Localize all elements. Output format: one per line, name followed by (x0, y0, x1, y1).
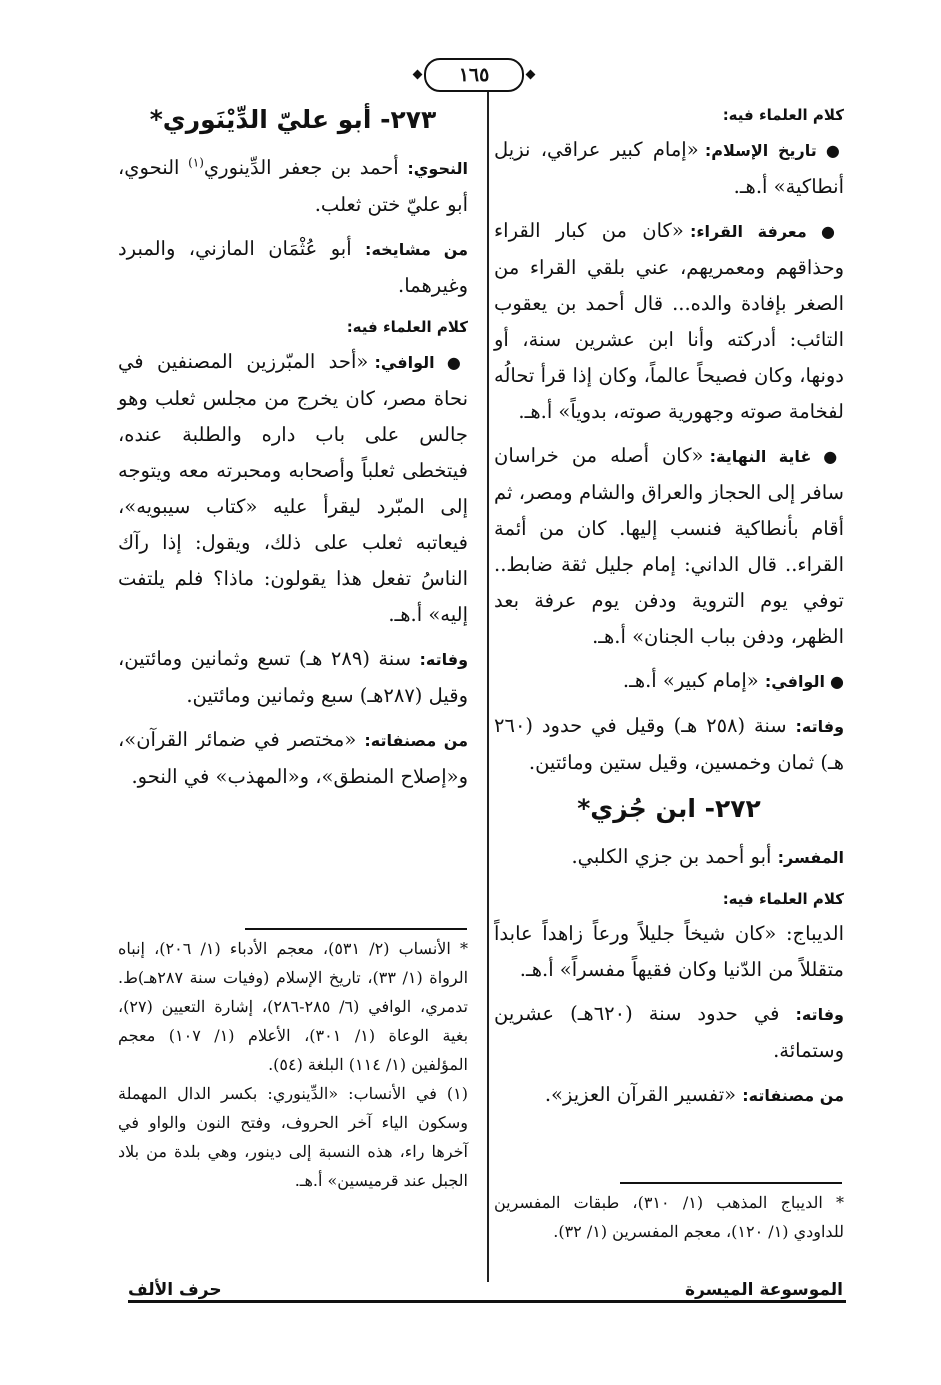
paragraph-label: الوافي: (764, 672, 825, 691)
right-column (494, 100, 844, 1122)
bullet-icon: ● (434, 353, 468, 372)
paragraph-label: من مصنفاته: (742, 1086, 844, 1105)
paragraph-label: المفسر: (777, 848, 844, 867)
paragraph-label: تاريخ الإسلام: (704, 141, 817, 160)
footer-section: حرف الألف (124, 1280, 226, 1300)
paragraph-label: النحوي: (407, 159, 468, 178)
paragraph-nahwi (118, 150, 468, 223)
paragraph-text: سنة (٢٨٩ هـ) تسع وثمانين ومائتين، وقيل (٢٨٧هـ) سبع وثمانين ومائتين. (118, 647, 468, 707)
paragraph-text: «مختصر في ضمائر القرآن»، و«إصلاح المنطق»، و«المهذب» في النحو. (118, 728, 468, 788)
footnote-text: * الأنساب (٢/ ٥٣١)، معجم الأدباء (١/ ٢٠٦)، إنباه الرواة (١/ ٣٣)، تاريخ الإسلام (وفيات سنة ٢٨٧هـ)ط. تدمري، الوافي (٦/ ٢٨٥-٢٨٦)، إشارة التعيين (٢٧)، بغية الوعاة (١/ ٣٠١)، الأعلام (١/ ١٠٧) معجم المؤلفين (١/ ١١٤) البلغة (٥٤). (118, 939, 469, 1074)
paragraph-label: وفاته: (795, 1005, 844, 1024)
paragraph-text: أبو عُثْمَان المازني، والمبرد وغيرهما. (118, 237, 468, 297)
paragraph-text: أحمد بن جعفر الدِّينوري (203, 156, 408, 179)
paragraph-label: الوافي: (374, 353, 435, 372)
entry-title-273: ٢٧٣- أبو عليّ الدِّيْنَوري* (149, 105, 437, 134)
paragraph-text: «إمام كبير عراقي، نزيل أنطاكية» أ.هـ. (494, 138, 844, 198)
paragraph-label: من مصنفاته: (364, 731, 468, 750)
column-divider (487, 92, 489, 1282)
paragraph-label: وفاته: (795, 717, 845, 736)
bullet-icon: ● (811, 447, 845, 466)
paragraph-text: «كان أصله من خراسان سافر إلى الحجاز والعراق والشام ومصر، ثم أقام بأنطاكية فنسب إليها. كان من أئمة القراء.. قال الداني: إمام جليل ثقة ضابط.. توفي يوم التروية ودفن يوم عرفة بعد الظهر، ودفن بباب الجنان» أ.هـ. (494, 444, 844, 648)
footer-title: الموسوعة الميسرة (681, 1280, 847, 1300)
paragraph-marifa (494, 213, 844, 430)
paragraph-ghaya (494, 438, 844, 655)
footnote-text: * الديباج المذهب (١/ ٣١٠)، طبقات المفسرين للداودي (١/ ١٢٠)، معجم المفسرين (١/ ٣٢). (494, 1193, 844, 1241)
paragraph-death (118, 641, 468, 714)
footnote-right (494, 1188, 844, 1246)
paragraph-label: من مشايخه: (365, 240, 468, 259)
paragraph-works (118, 722, 468, 795)
page-number: ١٦٥ (424, 58, 524, 92)
paragraph-tarikh (494, 132, 844, 205)
paragraph-death (494, 996, 844, 1069)
paragraph-dibaj: الديباج: «كان شيخاً جليلاً ورعاً زاهداً عابداً متقللاً من الدّنيا وكان فقيهاً مفسراً» أ.هـ. (494, 922, 844, 981)
paragraph-wafi (494, 663, 844, 700)
left-column (118, 100, 468, 803)
paragraph-wafi (118, 344, 468, 633)
paragraph-text: أبو أحمد بن جزي الكلبي. (571, 845, 778, 868)
entry-title-272: ٢٧٢- ابن جُزي* (577, 794, 761, 823)
paragraph-mufassir (494, 839, 844, 876)
bullet-icon: ● (806, 222, 845, 241)
footnote-rule (620, 1182, 842, 1184)
paragraph-label: غاية النهاية: (709, 447, 812, 466)
footnotes-left (118, 934, 468, 1195)
paragraph-death (494, 708, 844, 781)
paragraph-text: «كان من كبار القراء وحذاقهم ومعمريهم، عني بلقي القراء من الصغر بإفادة والده... قال أحمد بن يعقوب التائب: أدركته وأنا ابن عشرين سنة، أو دونها، وكان فصيحاً عالماً، وكان إذا قرأ تحالُه لفخامة صوته وجهورية صوته، بدوياً» أ.هـ. (494, 219, 844, 423)
section-heading: كلام العلماء فيه: (346, 318, 468, 336)
footnote-text: (١) في الأنساب: «الدِّينوري: بكسر الدال المهملة وسكون الياء آخر الحروف، وفتح النون والواو في آخرها راء، هذه النسبة إلى دينور، وهي بلدة من بلاد الجبل عند قرميسين» أ.هـ. (118, 1084, 468, 1190)
bullet-icon: ● (816, 141, 845, 160)
paragraph-text: «أحد المبّرزين المصنفين في نحاة مصر، كان يخرج من مجلس ثعلب وهو جالس على باب داره والطلبة عنده، فيتخطى ثعلباً وأصحابه ومحبرته معه ويتوجه إلى المبّرد ليقرأ عليه «كتاب سيبويه»، فيعاتبه ثعلب على ذلك، ويقول: إذا رآك الناسُ تفعل هذا يقولون: ماذا؟ فلم يلتفت إليه» أ.هـ. (118, 350, 468, 626)
paragraph-text: «تفسير القرآن العزيز». (544, 1083, 743, 1106)
footnote-rule (245, 928, 467, 930)
paragraph-mashayikh (118, 231, 468, 304)
paragraph-label: معرفة القراء: (689, 222, 807, 241)
section-heading: كلام العلماء فيه: (722, 106, 844, 124)
footer-rule (128, 1300, 846, 1303)
paragraph-text: سنة (٢٥٨ هـ) وقيل في حدود (٢٦٠ هـ) ثمان وخمسين، وقيل ستين ومائتين. (494, 714, 844, 774)
paragraph-text: «إمام كبير» أ.هـ. (622, 669, 765, 692)
section-heading: كلام العلماء فيه: (722, 890, 844, 908)
paragraph-text: النحوي، أبو عليّ ختن ثعلب. (118, 156, 468, 216)
paragraph-works (494, 1077, 844, 1114)
paragraph-text: في حدود سنة (٦٢٠هـ) عشرين وستمائة. (494, 1002, 844, 1062)
footnote-ref: (١) (188, 155, 204, 170)
paragraph-label: وفاته: (419, 650, 469, 669)
bullet-icon: ● (824, 672, 844, 691)
